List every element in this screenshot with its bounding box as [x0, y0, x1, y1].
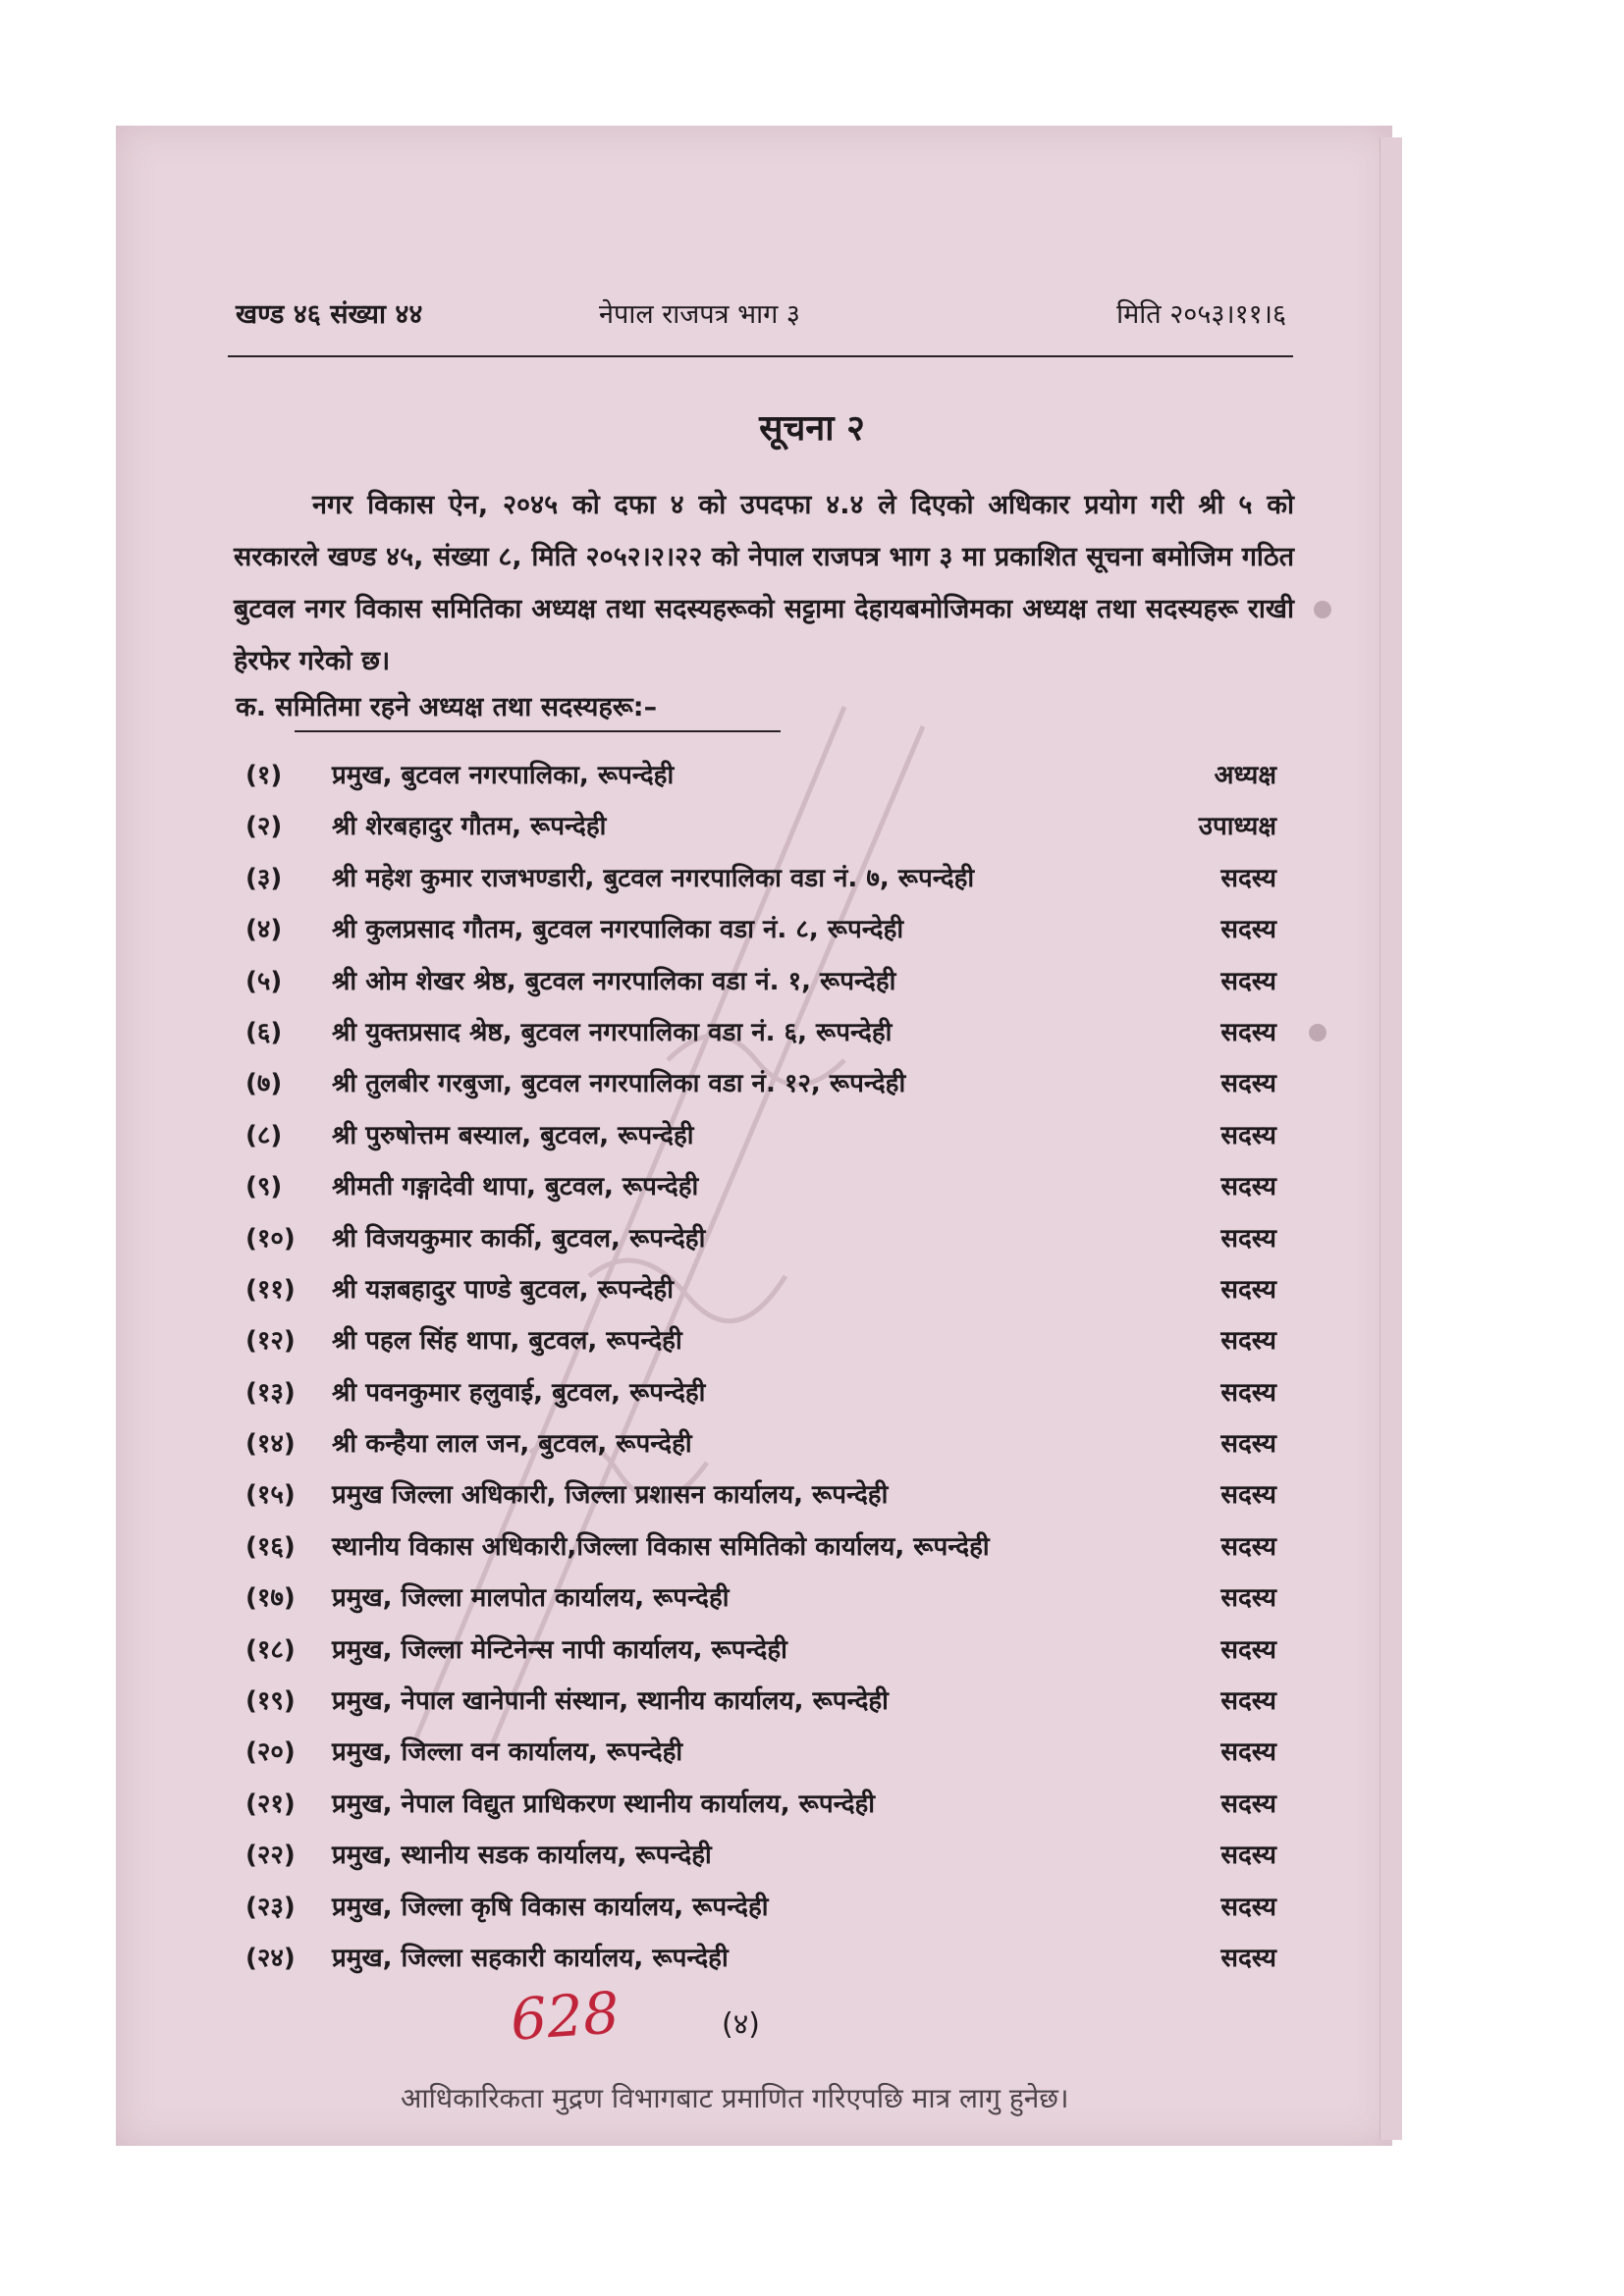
item-number: (१३) [245, 1377, 296, 1408]
member-name: श्रीमती गङ्गादेवी थापा, बुटवल, रूपन्देही [332, 1172, 699, 1202]
item-number: (२२) [245, 1841, 296, 1871]
item-number: (१६) [245, 1531, 296, 1562]
member-role: अध्यक्ष [1214, 761, 1276, 790]
item-number: (१५) [245, 1480, 296, 1511]
item-number: (२३) [245, 1892, 296, 1922]
list-item [245, 849, 1276, 900]
member-name: श्री कन्हैया लाल जन, बुटवल, रूपन्देही [332, 1429, 692, 1460]
item-number: (९) [245, 1172, 283, 1202]
member-name: श्री महेश कुमार राजभण्डारी, बुटवल नगरपालिका वडा नं. ७, रूपन्देही [332, 863, 975, 893]
member-name: प्रमुख, नेपाल विद्युत प्राधिकरण स्थानीय कार्यालय, रूपन्देही [332, 1789, 876, 1819]
item-number: (७) [245, 1069, 283, 1099]
item-number: (१०) [245, 1223, 296, 1254]
list-item [245, 1878, 1276, 1929]
list-item [245, 1260, 1276, 1311]
member-role: सदस्य [1220, 1274, 1276, 1305]
page-number: (४) [722, 2007, 761, 2042]
member-name: प्रमुख, जिल्ला मेन्टिनेन्स नापी कार्यालय, रूपन्देही [332, 1634, 787, 1665]
member-name: श्री शेरबहादुर गौतम, रूपन्देही [332, 812, 607, 842]
section-underline [295, 730, 781, 732]
volume-number: खण्ड ४६ संख्या ४४ [236, 299, 423, 330]
member-role: सदस्य [1220, 1480, 1276, 1511]
page-header [236, 294, 1286, 340]
member-role: सदस्य [1220, 1531, 1276, 1562]
list-item [245, 1518, 1276, 1569]
member-name: श्री विजयकुमार कार्की, बुटवल, रूपन्देही [332, 1223, 706, 1254]
list-item [245, 1466, 1276, 1517]
list-item [245, 1003, 1276, 1054]
member-name: प्रमुख, जिल्ला कृषि विकास कार्यालय, रूपन्देही [332, 1892, 769, 1922]
item-number: (२०) [245, 1737, 296, 1768]
member-role: सदस्य [1220, 1892, 1276, 1922]
list-item [245, 1209, 1276, 1260]
list-item [245, 797, 1276, 848]
member-name: प्रमुख, स्थानीय सडक कार्यालय, रूपन्देही [332, 1841, 712, 1871]
member-name: स्थानीय विकास अधिकारी,जिल्ला विकास समितिको कार्यालय, रूपन्देही [332, 1531, 990, 1562]
list-item [245, 900, 1276, 951]
member-role: सदस्य [1220, 1841, 1276, 1871]
member-role: सदस्य [1220, 1223, 1276, 1254]
list-item [245, 1363, 1276, 1415]
member-role: सदस्य [1220, 1429, 1276, 1460]
member-name: प्रमुख, बुटवल नगरपालिका, रूपन्देही [332, 761, 675, 790]
member-role: सदस्य [1220, 1377, 1276, 1408]
member-name: श्री पुरुषोत्तम बस्याल, बुटवल, रूपन्देही [332, 1120, 694, 1150]
member-role: सदस्य [1220, 1634, 1276, 1665]
member-role: सदस्य [1220, 1017, 1276, 1047]
member-name: प्रमुख जिल्ला अधिकारी, जिल्ला प्रशासन कार्यालय, रूपन्देही [332, 1480, 889, 1511]
item-number: (१) [245, 761, 283, 790]
list-item [245, 1157, 1276, 1208]
member-list [245, 746, 1276, 1980]
member-role: सदस्य [1220, 863, 1276, 893]
section-heading: क. समितिमा रहने अध्यक्ष तथा सदस्यहरू:– [236, 692, 658, 722]
list-item [245, 1775, 1276, 1826]
member-role: उपाध्यक्ष [1198, 812, 1276, 842]
member-name: श्री युक्तप्रसाद श्रेष्ठ, बुटवल नगरपालिका वडा नं. ६, रूपन्देही [332, 1017, 893, 1047]
list-item [245, 1569, 1276, 1620]
member-name: प्रमुख, जिल्ला सहकारी कार्यालय, रूपन्देही [332, 1943, 729, 1973]
member-role: सदस्य [1220, 1737, 1276, 1768]
gazette-title: नेपाल राजपत्र भाग ३ [599, 299, 800, 330]
notice-body [234, 479, 1294, 687]
member-role: सदस्य [1220, 1172, 1276, 1202]
member-name: प्रमुख, नेपाल खानेपानी संस्थान, स्थानीय कार्यालय, रूपन्देही [332, 1686, 889, 1717]
member-role: सदस्य [1220, 1686, 1276, 1717]
list-item [245, 1826, 1276, 1877]
list-item [245, 1415, 1276, 1466]
item-number: (२४) [245, 1943, 296, 1973]
item-number: (११) [245, 1274, 296, 1305]
member-role: सदस्य [1220, 1120, 1276, 1150]
notice-body-text: नगर विकास ऐन, २०४५ को दफा ४ को उपदफा ४.४ ले दिएको अधिकार प्रयोग गरी श्री ५ को सरकारले खण्ड ४५, संख्या ८, मिति २०५२।२।२२ को नेपाल राजपत्र भाग ३ मा प्रकाशित सूचना बमोजिम गठित बुटवल नगर विकास समितिका अध्यक्ष तथा सदस्यहरूको सट्टामा देहायबमोजिमका अध्यक्ष तथा सदस्यहरू राखी हेरफेर गरेको छ। [234, 490, 1294, 676]
member-name: प्रमुख, जिल्ला मालपोत कार्यालय, रूपन्देही [332, 1583, 730, 1614]
handwritten-page-number: 628 [508, 1979, 622, 2054]
list-item [245, 952, 1276, 1003]
item-number: (१९) [245, 1686, 296, 1717]
authenticity-note: आधिकारिकता मुद्रण विभागबाट प्रमाणित गरिएपछि मात्र लागु हुनेछ। [401, 2082, 1069, 2114]
item-number: (१७) [245, 1583, 296, 1614]
item-number: (८) [245, 1120, 283, 1150]
item-number: (४) [245, 915, 283, 945]
publication-date: मिति २०५३।११।६ [1116, 299, 1286, 330]
item-number: (५) [245, 966, 283, 996]
member-role: सदस्य [1220, 966, 1276, 996]
member-name: श्री पहल सिंह थापा, बुटवल, रूपन्देही [332, 1326, 682, 1357]
punch-hole [1309, 1024, 1326, 1041]
list-item [245, 1054, 1276, 1105]
member-name: श्री यज्ञबहादुर पाण्डे बुटवल, रूपन्देही [332, 1274, 674, 1305]
header-rule [228, 355, 1293, 357]
punch-hole [1314, 601, 1331, 618]
member-name: श्री तुलबीर गरबुजा, बुटवल नगरपालिका वडा नं. १२, रूपन्देही [332, 1069, 906, 1099]
item-number: (३) [245, 863, 283, 893]
list-item [245, 1672, 1276, 1723]
member-name: श्री ओम शेखर श्रेष्ठ, बुटवल नगरपालिका वडा नं. १, रूपन्देही [332, 966, 896, 996]
member-role: सदस्य [1220, 1326, 1276, 1357]
item-number: (१२) [245, 1326, 296, 1357]
member-name: प्रमुख, जिल्ला वन कार्यालय, रूपन्देही [332, 1737, 683, 1768]
member-name: श्री कुलप्रसाद गौतम, बुटवल नगरपालिका वडा नं. ८, रूपन्देही [332, 915, 904, 945]
item-number: (१४) [245, 1429, 296, 1460]
list-item [245, 1311, 1276, 1362]
list-item [245, 1723, 1276, 1774]
member-role: सदस्य [1220, 915, 1276, 945]
member-name: श्री पवनकुमार हलुवाई, बुटवल, रूपन्देही [332, 1377, 706, 1408]
member-role: सदस्य [1220, 1069, 1276, 1099]
member-role: सदस्य [1220, 1789, 1276, 1819]
member-role: सदस्य [1220, 1583, 1276, 1614]
item-number: (१८) [245, 1634, 296, 1665]
item-number: (२) [245, 812, 283, 842]
list-item [245, 1106, 1276, 1157]
list-item [245, 1929, 1276, 1980]
list-item [245, 746, 1276, 797]
list-item [245, 1621, 1276, 1672]
item-number: (२१) [245, 1789, 296, 1819]
member-role: सदस्य [1220, 1943, 1276, 1973]
item-number: (६) [245, 1017, 283, 1047]
notice-title: सूचना २ [759, 408, 865, 449]
